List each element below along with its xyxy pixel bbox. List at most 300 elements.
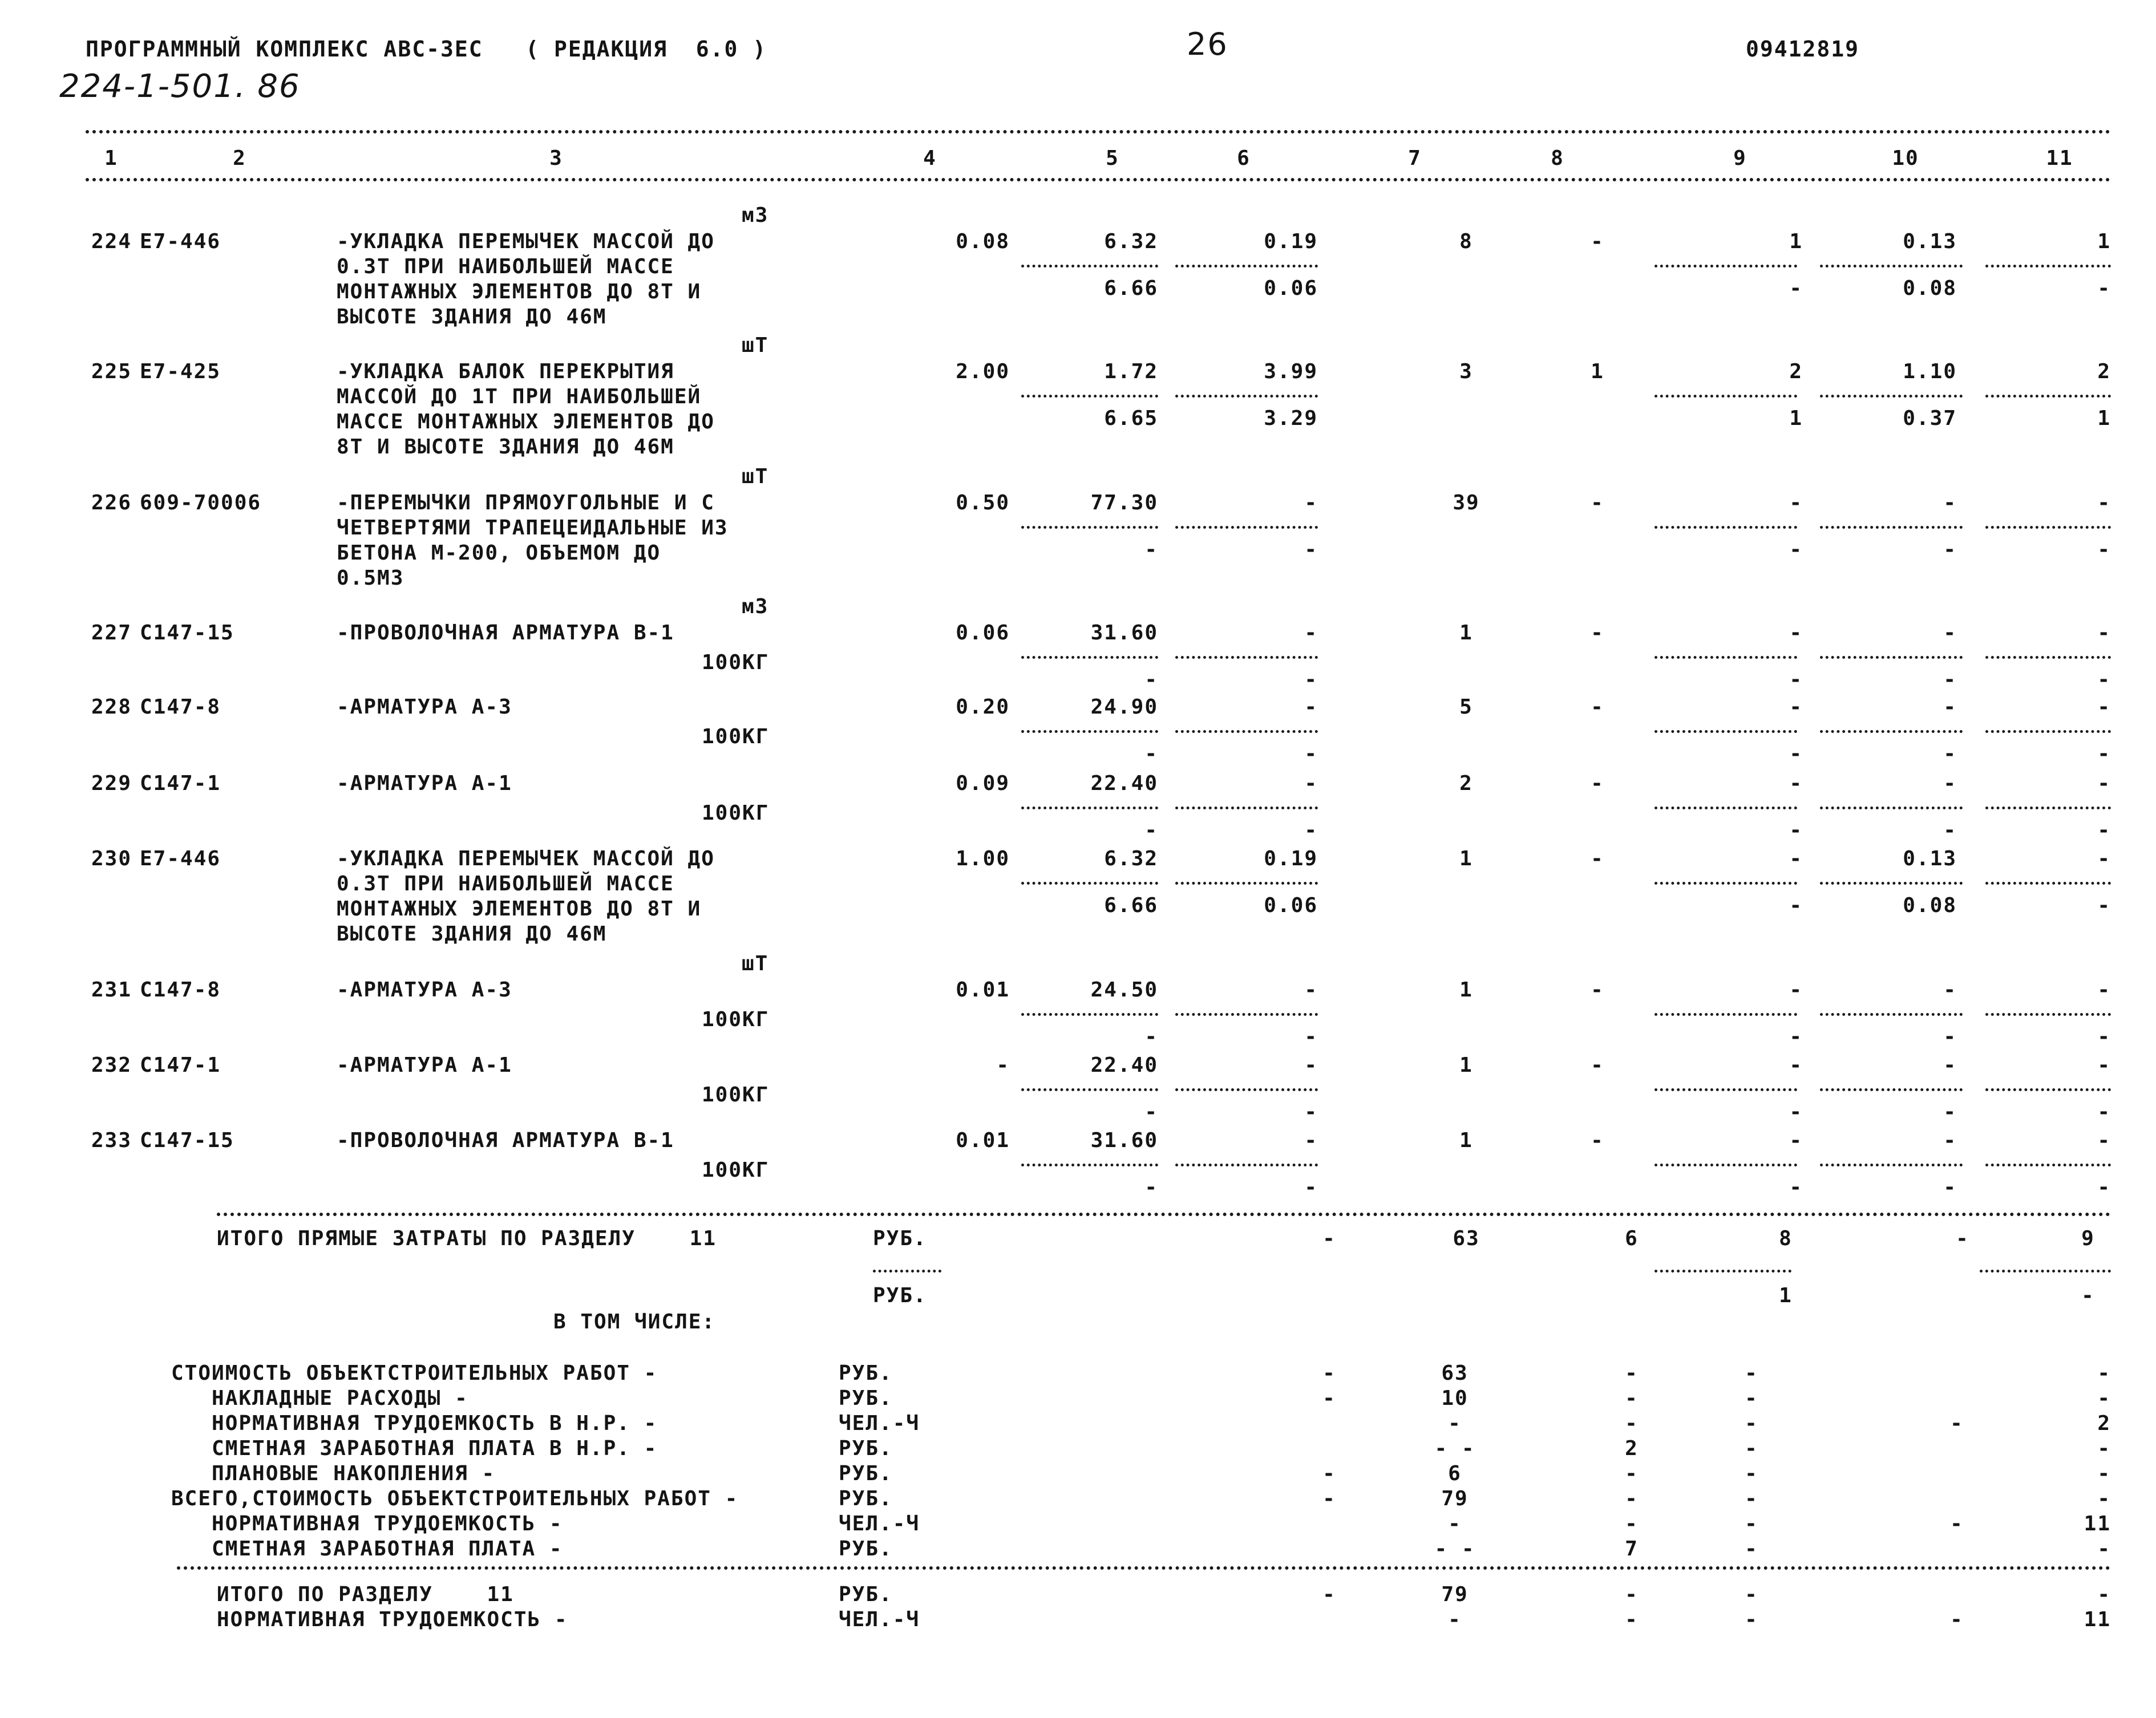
col11-wage: - (2097, 894, 2111, 917)
col11-divider (1985, 1088, 2111, 1091)
summary-col7: - - (1434, 1437, 1475, 1460)
col9-divider (1655, 807, 1797, 809)
cost-divider (1021, 1088, 1158, 1091)
summary-col7: - - (1434, 1537, 1475, 1561)
quantity: 0.09 (956, 772, 1010, 795)
summary-col6: - (1322, 1387, 1336, 1410)
col9-value: - (1789, 621, 1803, 645)
summary-col11: 2 (2097, 1412, 2111, 1435)
unit-wage: 6.65 (1104, 407, 1158, 430)
rate-code: С147-1 (140, 1054, 221, 1077)
totals-rule (217, 1213, 2111, 1216)
summary-col11: - (2097, 1387, 2111, 1410)
cost-divider (1021, 265, 1158, 268)
final-unit: РУБ. (839, 1583, 893, 1606)
cost-divider (1021, 526, 1158, 529)
machine-wage: - (1304, 538, 1318, 561)
col10-wage: - (1943, 742, 1957, 765)
work-description: МАССЕ МОНТАЖНЫХ ЭЛЕМЕНТОВ ДО (337, 410, 715, 433)
machine-wage: - (1304, 1025, 1318, 1048)
unit-wage: - (1144, 1025, 1158, 1048)
col8-value: - (1591, 621, 1604, 645)
col9-wage: - (1789, 538, 1803, 561)
col10-value: - (1943, 772, 1957, 795)
rate-code: С147-15 (140, 1129, 234, 1152)
rate-code: 609-70006 (140, 491, 262, 514)
work-description: -УКЛАДКА ПЕРЕМЫЧЕК МАССОЙ ДО (337, 847, 715, 870)
total-cost: 1 (1459, 847, 1473, 870)
unit-cost: 31.60 (1090, 1129, 1158, 1152)
machine-cost: - (1304, 1054, 1318, 1077)
work-description: -АРМАТУРА А-3 (337, 695, 512, 719)
rate-code: Е7-425 (140, 360, 221, 383)
column-number: 2 (233, 147, 246, 170)
col8-value: - (1591, 491, 1604, 514)
final-col7: - (1448, 1608, 1462, 1631)
summary-col7: 10 (1441, 1387, 1469, 1410)
col10-divider (1820, 730, 1963, 733)
column-number: 5 (1106, 147, 1119, 170)
col11-value: - (2097, 1054, 2111, 1077)
work-description: ВЫСОТЕ ЗДАНИЯ ДО 46М (337, 305, 607, 329)
col9-wage: - (1789, 1100, 1803, 1124)
summary-col8: 2 (1625, 1437, 1639, 1460)
column-number: 6 (1237, 147, 1251, 170)
quantity: 0.01 (956, 978, 1010, 1002)
summary-label: СМЕТНАЯ ЗАРАБОТНАЯ ПЛАТА В Н.Р. - (171, 1437, 658, 1460)
final-col6: - (1322, 1583, 1336, 1606)
unit-wage: - (1144, 668, 1158, 691)
col9-divider (1655, 1088, 1797, 1091)
col11-wage: - (2097, 277, 2111, 300)
col11-wage: - (2097, 1025, 2111, 1048)
col11-divider (1985, 395, 2111, 398)
totals-col10: - (1956, 1227, 1969, 1250)
col10-value: - (1943, 695, 1957, 719)
unit-wage: - (1144, 742, 1158, 765)
final-col11: - (2097, 1583, 2111, 1606)
col10-divider (1820, 526, 1963, 529)
machine-divider (1175, 395, 1318, 398)
work-description: 100КГ (702, 801, 770, 825)
final-label: ИТОГО ПО РАЗДЕЛУ 11 (217, 1583, 514, 1606)
machine-cost: - (1304, 621, 1318, 645)
totals-col9a: 8 (1779, 1227, 1793, 1250)
final-col10: - (1950, 1608, 1964, 1631)
col10-wage: - (1943, 819, 1957, 842)
summary-unit: РУБ. (839, 1487, 893, 1510)
work-description: -АРМАТУРА А-3 (337, 978, 512, 1002)
column-number: 7 (1408, 147, 1422, 170)
col10-wage: 0.37 (1903, 407, 1957, 430)
cost-divider (1021, 807, 1158, 809)
col10-wage: 0.08 (1903, 894, 1957, 917)
summary-col11: - (2097, 1437, 2111, 1460)
summary-label: НОРМАТИВНАЯ ТРУДОЕМКОСТЬ - (171, 1512, 563, 1535)
col11-divider (1985, 882, 2111, 885)
col10-value: - (1943, 1129, 1957, 1152)
work-description: 0.3Т ПРИ НАИБОЛЬШЕЙ МАССЕ (337, 872, 674, 896)
rate-code: Е7-446 (140, 847, 221, 870)
summary-label: НАКЛАДНЫЕ РАСХОДЫ - (171, 1387, 468, 1410)
col9-value: - (1789, 1129, 1803, 1152)
summary-col11: 11 (2084, 1512, 2111, 1535)
unit-cost: 22.40 (1090, 1054, 1158, 1077)
col10-wage: - (1943, 668, 1957, 691)
col10-divider (1820, 807, 1963, 809)
row-number: 228 (91, 695, 132, 719)
col9-divider (1655, 730, 1797, 733)
total-cost: 39 (1453, 491, 1480, 514)
summary-col9: - (1745, 1362, 1758, 1385)
work-description: МАССОЙ ДО 1Т ПРИ НАИБОЛЬШЕЙ (337, 385, 702, 408)
work-description: -АРМАТУРА А-1 (337, 1054, 512, 1077)
work-description: 8Т И ВЫСОТЕ ЗДАНИЯ ДО 46М (337, 435, 674, 459)
total-cost: 1 (1459, 621, 1473, 645)
quantity: 0.20 (956, 695, 1010, 719)
col11-divider (1985, 1013, 2111, 1016)
col11-wage: - (2097, 1176, 2111, 1199)
summary-col6: - (1322, 1362, 1336, 1385)
summary-label: ПЛАНОВЫЕ НАКОПЛЕНИЯ - (171, 1462, 496, 1485)
summary-unit: РУБ. (839, 1537, 893, 1561)
col8-value: 1 (1591, 360, 1604, 383)
col9-wage: - (1789, 668, 1803, 691)
summary-col8: - (1625, 1412, 1639, 1435)
cost-divider (1021, 395, 1158, 398)
final-col9: - (1745, 1583, 1758, 1606)
machine-wage: - (1304, 1100, 1318, 1124)
col10-value: 0.13 (1903, 230, 1957, 253)
rate-code: С147-15 (140, 621, 234, 645)
work-description: БЕТОНА М-200, ОБЪЕМОМ ДО (337, 541, 661, 565)
final-col7: 79 (1441, 1583, 1469, 1606)
quantity: - (996, 1054, 1010, 1077)
summary-unit: РУБ. (839, 1362, 893, 1385)
col11-divider (1985, 656, 2111, 659)
machine-cost: - (1304, 695, 1318, 719)
unit-cost: 31.60 (1090, 621, 1158, 645)
summary-col7: 63 (1441, 1362, 1469, 1385)
rate-code: С147-8 (140, 695, 221, 719)
unit-label: шТ (742, 465, 769, 488)
work-description: -УКЛАДКА БАЛОК ПЕРЕКРЫТИЯ (337, 360, 674, 383)
totals-col7: 63 (1453, 1227, 1480, 1250)
summary-label: СТОИМОСТЬ ОБЪЕКТСТРОИТЕЛЬНЫХ РАБОТ - (171, 1362, 658, 1385)
row-number: 231 (91, 978, 132, 1002)
totals-col11-divider (1980, 1270, 2111, 1273)
machine-wage: - (1304, 819, 1318, 842)
col10-wage: - (1943, 1100, 1957, 1124)
summary-unit: ЧЕЛ.-Ч (839, 1412, 920, 1435)
cost-divider (1021, 730, 1158, 733)
col10-divider (1820, 882, 1963, 885)
unit-cost: 6.32 (1104, 230, 1158, 253)
rate-code: Е7-446 (140, 230, 221, 253)
work-description: 100КГ (702, 1158, 770, 1182)
col9-wage: - (1789, 277, 1803, 300)
unit-label: шТ (742, 334, 769, 357)
unit-label: м3 (742, 595, 769, 618)
col11-wage: 1 (2097, 407, 2111, 430)
header-rule (86, 178, 2111, 181)
unit-cost: 24.90 (1090, 695, 1158, 719)
col9-value: - (1789, 978, 1803, 1002)
column-number: 8 (1551, 147, 1564, 170)
total-cost: 1 (1459, 1129, 1473, 1152)
totals-col11a: 9 (2081, 1227, 2095, 1250)
total-cost: 3 (1459, 360, 1473, 383)
col9-value: - (1789, 491, 1803, 514)
total-cost: 5 (1459, 695, 1473, 719)
summary-col9: - (1745, 1537, 1758, 1561)
summary-col6: - (1322, 1462, 1336, 1485)
machine-wage: 0.06 (1264, 277, 1318, 300)
summary-col8: - (1625, 1512, 1639, 1535)
totals-unit-1: РУБ. (873, 1227, 927, 1250)
col9-wage: - (1789, 894, 1803, 917)
final-unit: ЧЕЛ.-Ч (839, 1608, 920, 1631)
work-description: -ПРОВОЛОЧНАЯ АРМАТУРА В-1 (337, 621, 674, 645)
column-number: 4 (923, 147, 937, 170)
summary-col11: - (2097, 1462, 2111, 1485)
cost-divider (1021, 882, 1158, 885)
work-description: МОНТАЖНЫХ ЭЛЕМЕНТОВ ДО 8Т И (337, 897, 702, 921)
machine-wage: - (1304, 1176, 1318, 1199)
quantity: 0.06 (956, 621, 1010, 645)
final-col8: - (1625, 1583, 1639, 1606)
machine-divider (1175, 1164, 1318, 1166)
summary-col9: - (1745, 1487, 1758, 1510)
col10-divider (1820, 395, 1963, 398)
col8-value: - (1591, 230, 1604, 253)
col9-divider (1655, 395, 1797, 398)
col11-value: - (2097, 695, 2111, 719)
col8-value: - (1591, 772, 1604, 795)
summary-col9: - (1745, 1387, 1758, 1410)
col10-value: - (1943, 621, 1957, 645)
final-col8: - (1625, 1608, 1639, 1631)
col11-value: - (2097, 847, 2111, 870)
machine-divider (1175, 526, 1318, 529)
summary-col8: - (1625, 1387, 1639, 1410)
quantity: 0.50 (956, 491, 1010, 514)
col11-wage: - (2097, 1100, 2111, 1124)
unit-wage: 6.66 (1104, 277, 1158, 300)
work-description: -УКЛАДКА ПЕРЕМЫЧЕК МАССОЙ ДО (337, 230, 715, 253)
final-col9: - (1745, 1608, 1758, 1631)
col11-wage: - (2097, 538, 2111, 561)
work-description: 100КГ (702, 725, 770, 748)
summary-col11: - (2097, 1487, 2111, 1510)
unit-cost: 6.32 (1104, 847, 1158, 870)
machine-divider (1175, 656, 1318, 659)
summary-unit: РУБ. (839, 1437, 893, 1460)
unit-wage: - (1144, 1176, 1158, 1199)
totals-col11b: - (2081, 1284, 2095, 1307)
col10-value: - (1943, 1054, 1957, 1077)
summary-col6: - (1322, 1487, 1336, 1510)
summary-col8: - (1625, 1462, 1639, 1485)
final-label: НОРМАТИВНАЯ ТРУДОЕМКОСТЬ - (217, 1608, 568, 1631)
col10-wage: 0.08 (1903, 277, 1957, 300)
row-number: 229 (91, 772, 132, 795)
summary-label: СМЕТНАЯ ЗАРАБОТНАЯ ПЛАТА - (171, 1537, 563, 1561)
column-number: 10 (1892, 147, 1919, 170)
machine-divider (1175, 807, 1318, 809)
col10-divider (1820, 1088, 1963, 1091)
col8-value: - (1591, 978, 1604, 1002)
col9-value: - (1789, 847, 1803, 870)
work-description: 100КГ (702, 651, 770, 674)
cost-divider (1021, 1164, 1158, 1166)
summary-col8: 7 (1625, 1537, 1639, 1561)
machine-divider (1175, 730, 1318, 733)
col9-divider (1655, 1013, 1797, 1016)
row-number: 224 (91, 230, 132, 253)
quantity: 0.01 (956, 1129, 1010, 1152)
col9-wage: 1 (1789, 407, 1803, 430)
col11-value: 2 (2097, 360, 2111, 383)
work-description: -ПРОВОЛОЧНАЯ АРМАТУРА В-1 (337, 1129, 674, 1152)
work-description: ВЫСОТЕ ЗДАНИЯ ДО 46М (337, 922, 607, 946)
document-code: 09412819 (1746, 37, 1860, 62)
summary-col9: - (1745, 1512, 1758, 1535)
work-description: 0.3Т ПРИ НАИБОЛЬШЕЙ МАССЕ (337, 255, 674, 278)
machine-divider (1175, 882, 1318, 885)
cost-divider (1021, 1013, 1158, 1016)
col10-value: - (1943, 491, 1957, 514)
col11-wage: - (2097, 742, 2111, 765)
machine-divider (1175, 1013, 1318, 1016)
col9-divider (1655, 265, 1797, 268)
col9-divider (1655, 656, 1797, 659)
summary-col9: - (1745, 1462, 1758, 1485)
summary-col8: - (1625, 1487, 1639, 1510)
col8-value: - (1591, 1129, 1604, 1152)
total-cost: 2 (1459, 772, 1473, 795)
col8-value: - (1591, 1054, 1604, 1077)
work-description: 100КГ (702, 1008, 770, 1031)
totals-title: ИТОГО ПРЯМЫЕ ЗАТРАТЫ ПО РАЗДЕЛУ 11 (217, 1227, 717, 1250)
summary-col10: - (1950, 1412, 1964, 1435)
unit-cost: 77.30 (1090, 491, 1158, 514)
col10-value: 1.10 (1903, 360, 1957, 383)
unit-wage: - (1144, 1100, 1158, 1124)
row-number: 233 (91, 1129, 132, 1152)
unit-wage: - (1144, 538, 1158, 561)
totals-unit-divider (873, 1270, 941, 1273)
col10-value: - (1943, 978, 1957, 1002)
summary-label: ВСЕГО,СТОИМОСТЬ ОБЪЕКТСТРОИТЕЛЬНЫХ РАБОТ - (171, 1487, 739, 1510)
machine-cost: - (1304, 1129, 1318, 1152)
summary-unit: ЧЕЛ.-Ч (839, 1512, 920, 1535)
col10-wage: - (1943, 1025, 1957, 1048)
unit-wage: 6.66 (1104, 894, 1158, 917)
machine-wage: 0.06 (1264, 894, 1318, 917)
summary-col9: - (1745, 1412, 1758, 1435)
summary-col7: - (1448, 1512, 1462, 1535)
unit-label: шТ (742, 952, 769, 975)
work-description: МОНТАЖНЫХ ЭЛЕМЕНТОВ ДО 8Т И (337, 280, 702, 303)
col8-value: - (1591, 847, 1604, 870)
col9-wage: - (1789, 1176, 1803, 1199)
machine-divider (1175, 1088, 1318, 1091)
work-description: 100КГ (702, 1083, 770, 1107)
col10-wage: - (1943, 1176, 1957, 1199)
quantity: 1.00 (956, 847, 1010, 870)
machine-wage: - (1304, 742, 1318, 765)
col11-wage: - (2097, 819, 2111, 842)
row-number: 227 (91, 621, 132, 645)
total-cost: 8 (1459, 230, 1473, 253)
machine-cost: 3.99 (1264, 360, 1318, 383)
summary-col7: 6 (1448, 1462, 1462, 1485)
unit-wage: - (1144, 819, 1158, 842)
col11-divider (1985, 807, 2111, 809)
machine-cost: - (1304, 772, 1318, 795)
row-number: 225 (91, 360, 132, 383)
totals-unit-2: РУБ. (873, 1284, 927, 1307)
col10-wage: - (1943, 538, 1957, 561)
summary-unit: РУБ. (839, 1462, 893, 1485)
including-label: В ТОМ ЧИСЛЕ: (553, 1310, 716, 1334)
quantity: 0.08 (956, 230, 1010, 253)
col9-value: 1 (1789, 230, 1803, 253)
summary-label: НОРМАТИВНАЯ ТРУДОЕМКОСТЬ В Н.Р. - (171, 1412, 658, 1435)
summary-col11: - (2097, 1537, 2111, 1561)
col10-divider (1820, 656, 1963, 659)
page-number: 26 (1187, 26, 1228, 62)
machine-cost: 0.19 (1264, 847, 1318, 870)
total-cost: 1 (1459, 1054, 1473, 1077)
col9-divider (1655, 1164, 1797, 1166)
col9-wage: - (1789, 819, 1803, 842)
col10-divider (1820, 1013, 1963, 1016)
col11-divider (1985, 265, 2111, 268)
totals-col8: 6 (1625, 1227, 1639, 1250)
col8-value: - (1591, 695, 1604, 719)
row-number: 232 (91, 1054, 132, 1077)
machine-divider (1175, 265, 1318, 268)
col11-divider (1985, 730, 2111, 733)
col9-wage: - (1789, 1025, 1803, 1048)
row-number: 226 (91, 491, 132, 514)
column-number: 11 (2046, 147, 2073, 170)
rate-code: С147-1 (140, 772, 221, 795)
col10-value: 0.13 (1903, 847, 1957, 870)
col11-divider (1985, 1164, 2111, 1166)
top-rule (86, 130, 2111, 133)
col10-divider (1820, 1164, 1963, 1166)
totals-col6: - (1322, 1227, 1336, 1250)
col11-value: - (2097, 1129, 2111, 1152)
col9-value: 2 (1789, 360, 1803, 383)
col11-value: 1 (2097, 230, 2111, 253)
col9-value: - (1789, 695, 1803, 719)
machine-wage: - (1304, 668, 1318, 691)
machine-cost: - (1304, 491, 1318, 514)
column-number: 9 (1733, 147, 1747, 170)
unit-cost: 22.40 (1090, 772, 1158, 795)
program-header: ПРОГРАММНЫЙ КОМПЛЕКС АВС-ЗЕС ( РЕДАКЦИЯ 6.0 ) (86, 37, 767, 62)
col11-divider (1985, 526, 2111, 529)
col9-value: - (1789, 1054, 1803, 1077)
summary-col10: - (1950, 1512, 1964, 1535)
total-cost: 1 (1459, 978, 1473, 1002)
summary-col9: - (1745, 1437, 1758, 1460)
machine-cost: 0.19 (1264, 230, 1318, 253)
